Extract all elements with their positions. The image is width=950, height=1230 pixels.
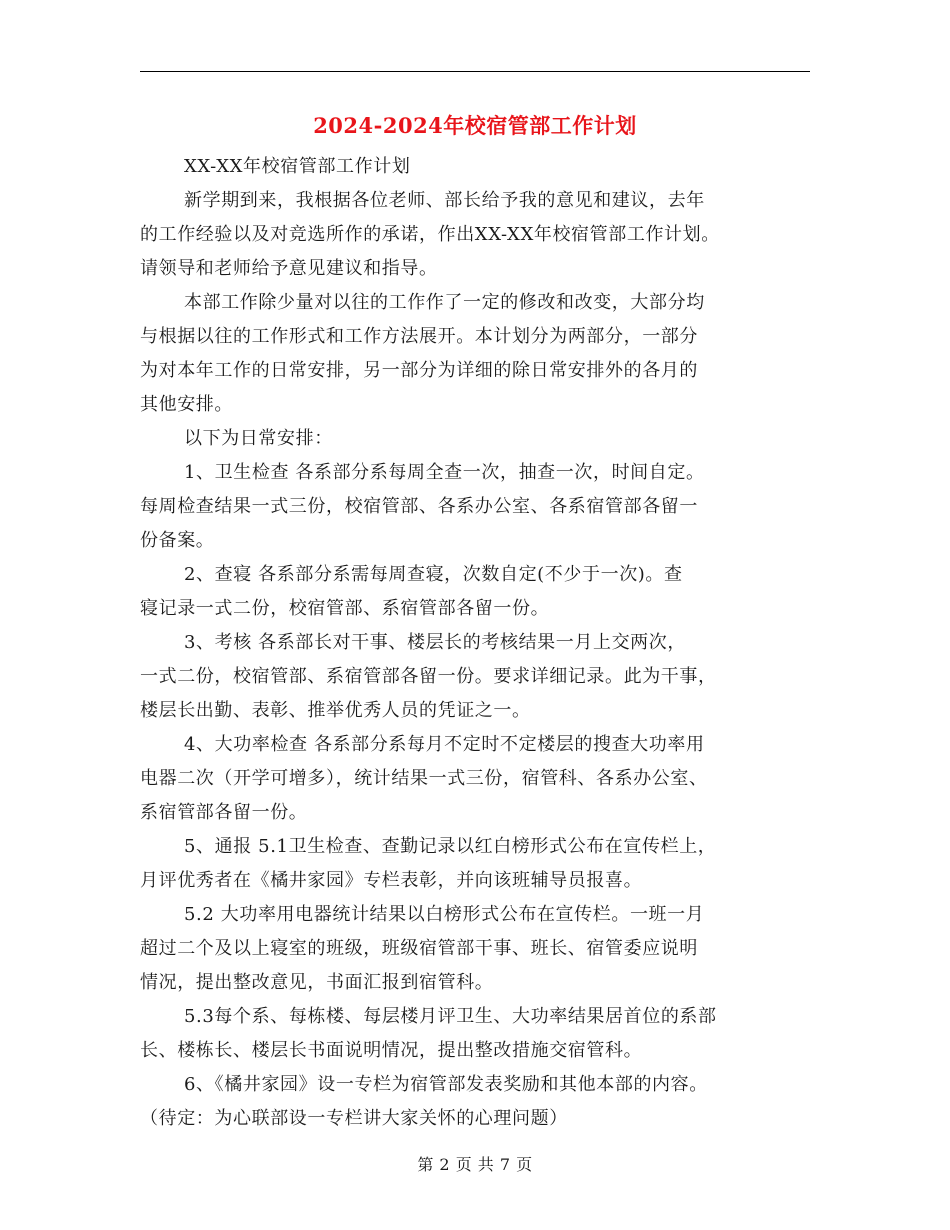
document-title: 2024-2024年校宿管部工作计划 [313, 113, 637, 138]
paragraph-line: 长、楼栋长、楼层长书面说明情况，提出整改措施交宿管科。 [140, 1040, 643, 1061]
paragraph-line: 1、卫生检查 各系部分系每周全查一次，抽查一次，时间自定。 [184, 462, 705, 483]
header-rule [140, 71, 810, 72]
paragraph-line: 新学期到来，我根据各位老师、部长给予我的意见和建议，去年 [184, 190, 705, 211]
paragraph-line: 寝记录一式二份，校宿管部、系宿管部各留一份。 [140, 598, 550, 619]
paragraph [140, 1000, 830, 1068]
paragraph-line: 每周检查结果一式三份，校宿管部、各系办公室、各系宿管部各留一 [140, 496, 698, 517]
paragraph-line: 份备案。 [140, 530, 215, 551]
paragraph-line: 5.3每个系、每栋楼、每层楼月评卫生、大功率结果居首位的系部 [184, 1006, 717, 1027]
paragraph-line: （待定：为心联部设一专栏讲大家关怀的心理问题） [140, 1108, 568, 1129]
paragraph-line: 情况，提出整改意见，书面汇报到宿管科。 [140, 972, 494, 993]
paragraph [140, 286, 830, 422]
paragraph-line: 请领导和老师给予意见建议和指导。 [140, 258, 438, 279]
paragraph [140, 1068, 830, 1136]
paragraph-line: 5、通报 5.1卫生检查、查勤记录以红白榜形式公布在宣传栏上， [184, 836, 717, 857]
paragraph-line: 以下为日常安排： [184, 428, 333, 449]
paragraph [140, 830, 830, 898]
paragraph [140, 558, 830, 626]
paragraph [140, 422, 830, 456]
paragraph-line: XX-XX年校宿管部工作计划 [184, 156, 411, 177]
document-body [140, 150, 830, 1136]
page-number: 第 2 页 共 7 页 [417, 1155, 533, 1174]
paragraph [140, 184, 830, 286]
paragraph [140, 898, 830, 1000]
paragraph-line: 楼层长出勤、表彰、推举优秀人员的凭证之一。 [140, 700, 531, 721]
paragraph-line: 为对本年工作的日常安排，另一部分为详细的除日常安排外的各月的 [140, 360, 698, 381]
paragraph-line: 本部工作除少量对以往的工作作了一定的修改和改变，大部分均 [184, 292, 705, 313]
paragraph-line: 的工作经验以及对竞选所作的承诺，作出XX-XX年校宿管部工作计划。 [140, 224, 720, 245]
paragraph [140, 150, 830, 184]
paragraph-line: 4、大功率检查 各系部分系每月不定时不定楼层的搜查大功率用 [184, 734, 705, 755]
paragraph-line: 2、查寝 各系部分系需每周查寝，次数自定(不少于一次)。查 [184, 564, 683, 585]
paragraph-line: 一式二份，校宿管部、系宿管部各留一份。要求详细记录。此为干事， [140, 666, 717, 687]
paragraph-line: 系宿管部各留一份。 [140, 802, 308, 823]
paragraph-line: 其他安排。 [140, 394, 233, 415]
paragraph-line: 6、《橘井家园》设一专栏为宿管部发表奖励和其他本部的内容。 [184, 1074, 708, 1095]
paragraph [140, 626, 830, 728]
paragraph [140, 456, 830, 558]
paragraph-line: 月评优秀者在《橘井家园》专栏表彰，并向该班辅导员报喜。 [140, 870, 643, 891]
paragraph-line: 5.2 大功率用电器统计结果以白榜形式公布在宣传栏。一班一月 [184, 904, 705, 925]
paragraph-line: 电器二次（开学可增多），统计结果一式三份，宿管科、各系办公室、 [140, 768, 708, 789]
paragraph-line: 与根据以往的工作形式和工作方法展开。本计划分为两部分，一部分 [140, 326, 698, 347]
paragraph [140, 728, 830, 830]
paragraph-line: 超过二个及以上寝室的班级，班级宿管部干事、班长、宿管委应说明 [140, 938, 698, 959]
paragraph-line: 3、考核 各系部长对干事、楼层长的考核结果一月上交两次， [184, 632, 686, 653]
